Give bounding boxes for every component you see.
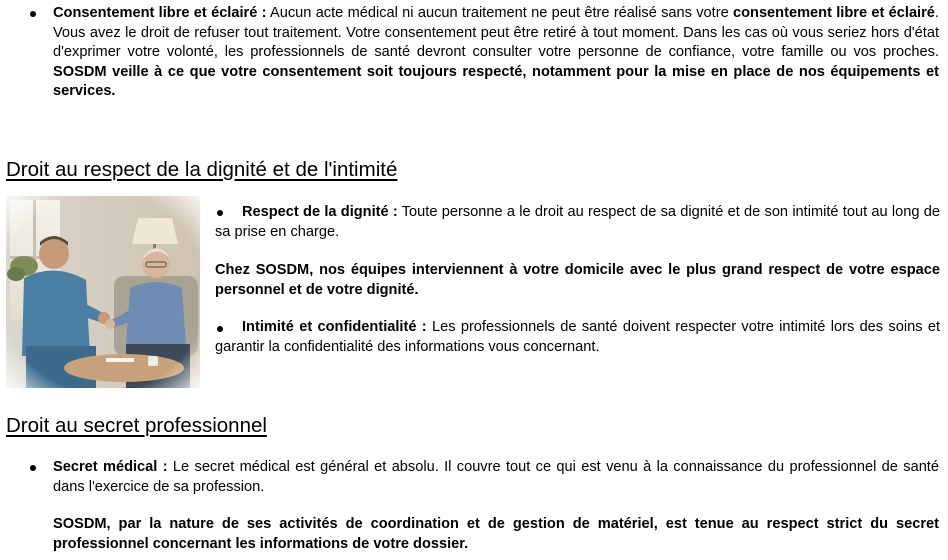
privacy-paragraph: [215, 318, 940, 357]
secret-paragraph: [53, 458, 939, 497]
privacy-label: Intimité et confidentialité :: [242, 319, 427, 335]
secret-text: Le secret médical est général et absolu. Il couvre tout ce qui est venu à la connaissance du professionnel de santé dans l'exercice de sa profession.: [53, 459, 939, 495]
consent-paragraph: [53, 4, 939, 102]
dignity-paragraph: [215, 203, 940, 242]
section-heading-dignity: Droit au respect de la dignité et de l'intimité: [6, 158, 398, 181]
consent-text-2: . Vous avez le droit de refuser tout traitement. Votre consentement peut être retiré à tout moment. Dans les cas où vous seriez hors d'état d'exprimer votre volonté, les professionnels de santé devront consulter votre personne de confiance, votre famille ou vos proches.: [53, 5, 939, 60]
dignity-label: Respect de la dignité :: [242, 204, 398, 220]
consent-bold-2: SOSDM veille à ce que votre consentement soit toujours respecté, notamment pour la mise en place de nos équipements et services.: [53, 63, 939, 99]
consent-bold-1: consentement libre et éclairé: [733, 5, 935, 21]
dignity-text: Toute personne a le droit au respect de sa dignité et de son intimité tout au long de sa prise en charge.: [215, 204, 941, 240]
secret-label: Secret médical :: [53, 459, 168, 475]
privacy-text: Les professionnels de santé doivent respecter votre intimité lors des soins et garantir la confidentialité des informations vous concernant.: [215, 319, 940, 355]
caregiver-with-elderly-patient-photo: [6, 196, 200, 388]
bullet-marker: [30, 11, 36, 17]
dignity-note-text: Chez SOSDM, nos équipes interviennent à votre domicile avec le plus grand respect de votre espace personnel et de votre dignité.: [215, 262, 940, 298]
dignity-note: [215, 261, 940, 300]
section-heading-secret: Droit au secret professionnel: [6, 414, 267, 437]
consent-label: Consentement libre et éclairé :: [53, 5, 267, 21]
secret-note: [53, 515, 939, 554]
bullet-marker: [30, 465, 36, 471]
secret-note-text: SOSDM, par la nature de ses activités de coordination et de gestion de matériel, est tenue au respect strict du secret professionnel concernant les informations de votre dossier.: [53, 516, 939, 552]
consent-text-1: Aucun acte médical ni aucun traitement ne peut être réalisé sans votre: [266, 5, 733, 21]
